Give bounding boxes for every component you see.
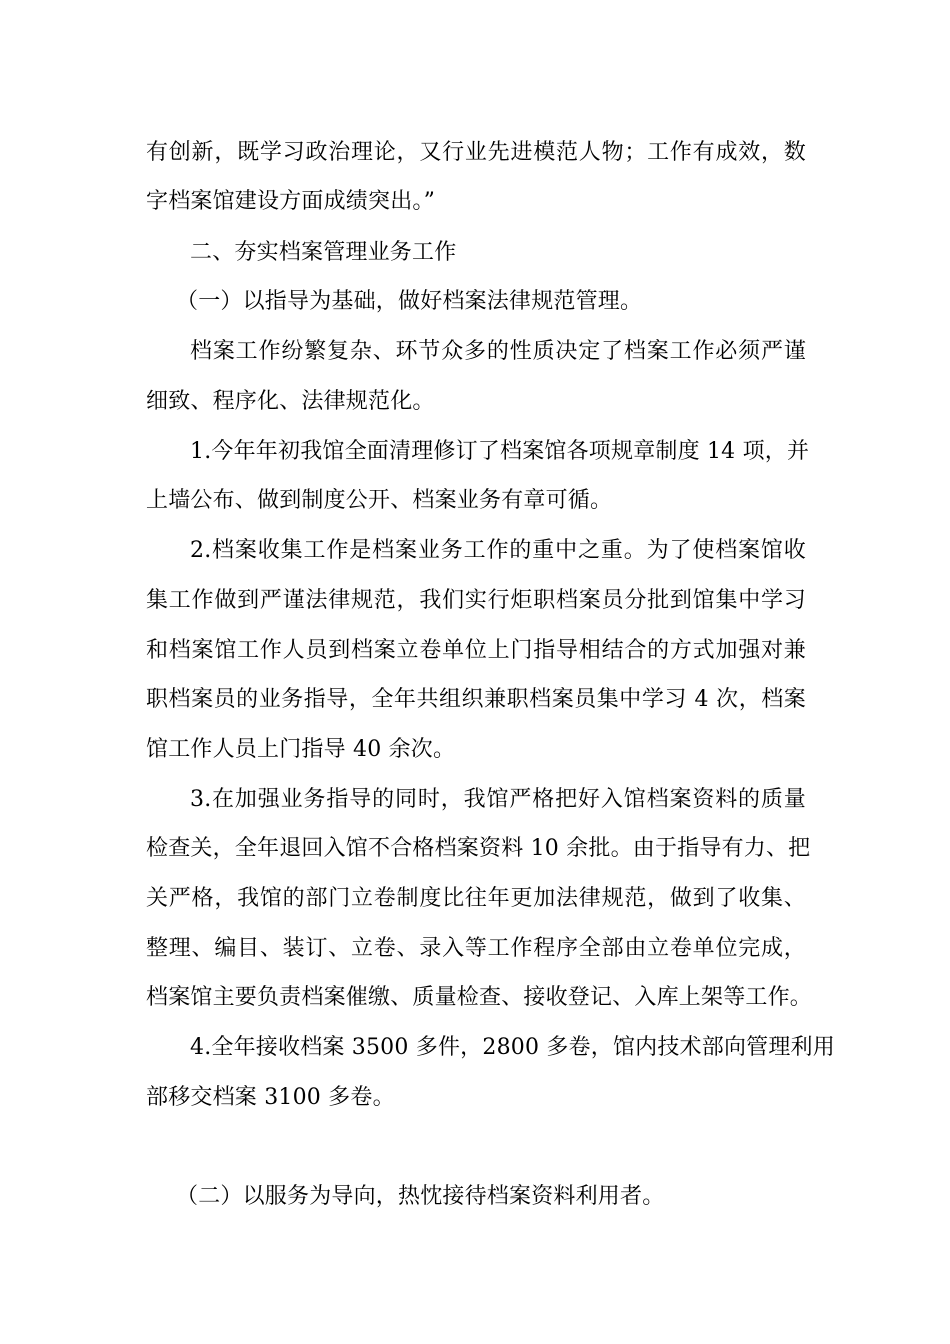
- text-line: 字档案馆建设方面成绩突出。”: [146, 189, 436, 214]
- subsection-heading: （二）以服务为导向，热忱接待档案资料利用者。: [176, 1184, 665, 1209]
- text-line: 1.今年年初我馆全面清理修订了档案馆各项规章制度 14 项，并: [190, 439, 810, 464]
- text-line: 部移交档案 3100 多卷。: [146, 1085, 395, 1110]
- text-line: 档案馆主要负责档案催缴、质量检查、接收登记、入库上架等工作。: [146, 985, 813, 1010]
- text-line: 集工作做到严谨法律规范，我们实行炬职档案员分批到馆集中学习: [146, 588, 806, 613]
- text-line: 2.档案收集工作是档案业务工作的重中之重。为了使档案馆收: [190, 538, 806, 563]
- text-line: 细致、程序化、法律规范化。: [146, 389, 435, 414]
- text-line: 关严格，我馆的部门立卷制度比往年更加法律规范，做到了收集、: [146, 886, 806, 911]
- text-line: 4.全年接收档案 3500 多件，2800 多卷，馆内技术部向管理利用: [190, 1035, 835, 1060]
- text-line: 整理、编目、装订、立卷、录入等工作程序全部由立卷单位完成，: [146, 936, 806, 961]
- text-line: 职档案员的业务指导，全年共组织兼职档案员集中学习 4 次，档案: [146, 687, 806, 712]
- text-line: 检查关，全年退回入馆不合格档案资料 10 余批。由于指导有力、把: [146, 836, 811, 861]
- text-line: 档案工作纷繁复杂、环节众多的性质决定了档案工作必须严谨: [190, 339, 806, 364]
- text-line: 馆工作人员上门指导 40 余次。: [146, 737, 456, 762]
- text-line: 有创新，既学习政治理论，又行业先进模范人物；工作有成效，数: [146, 140, 806, 165]
- text-line: 3.在加强业务指导的同时，我馆严格把好入馆档案资料的质量: [190, 787, 806, 812]
- section-heading: 二、夯实档案管理业务工作: [190, 240, 457, 265]
- text-line: 上墙公布、做到制度公开、档案业务有章可循。: [146, 488, 613, 513]
- subsection-heading: （一）以指导为基础，做好档案法律规范管理。: [176, 289, 643, 314]
- text-line: 和档案馆工作人员到档案立卷单位上门指导相结合的方式加强对兼: [146, 638, 806, 663]
